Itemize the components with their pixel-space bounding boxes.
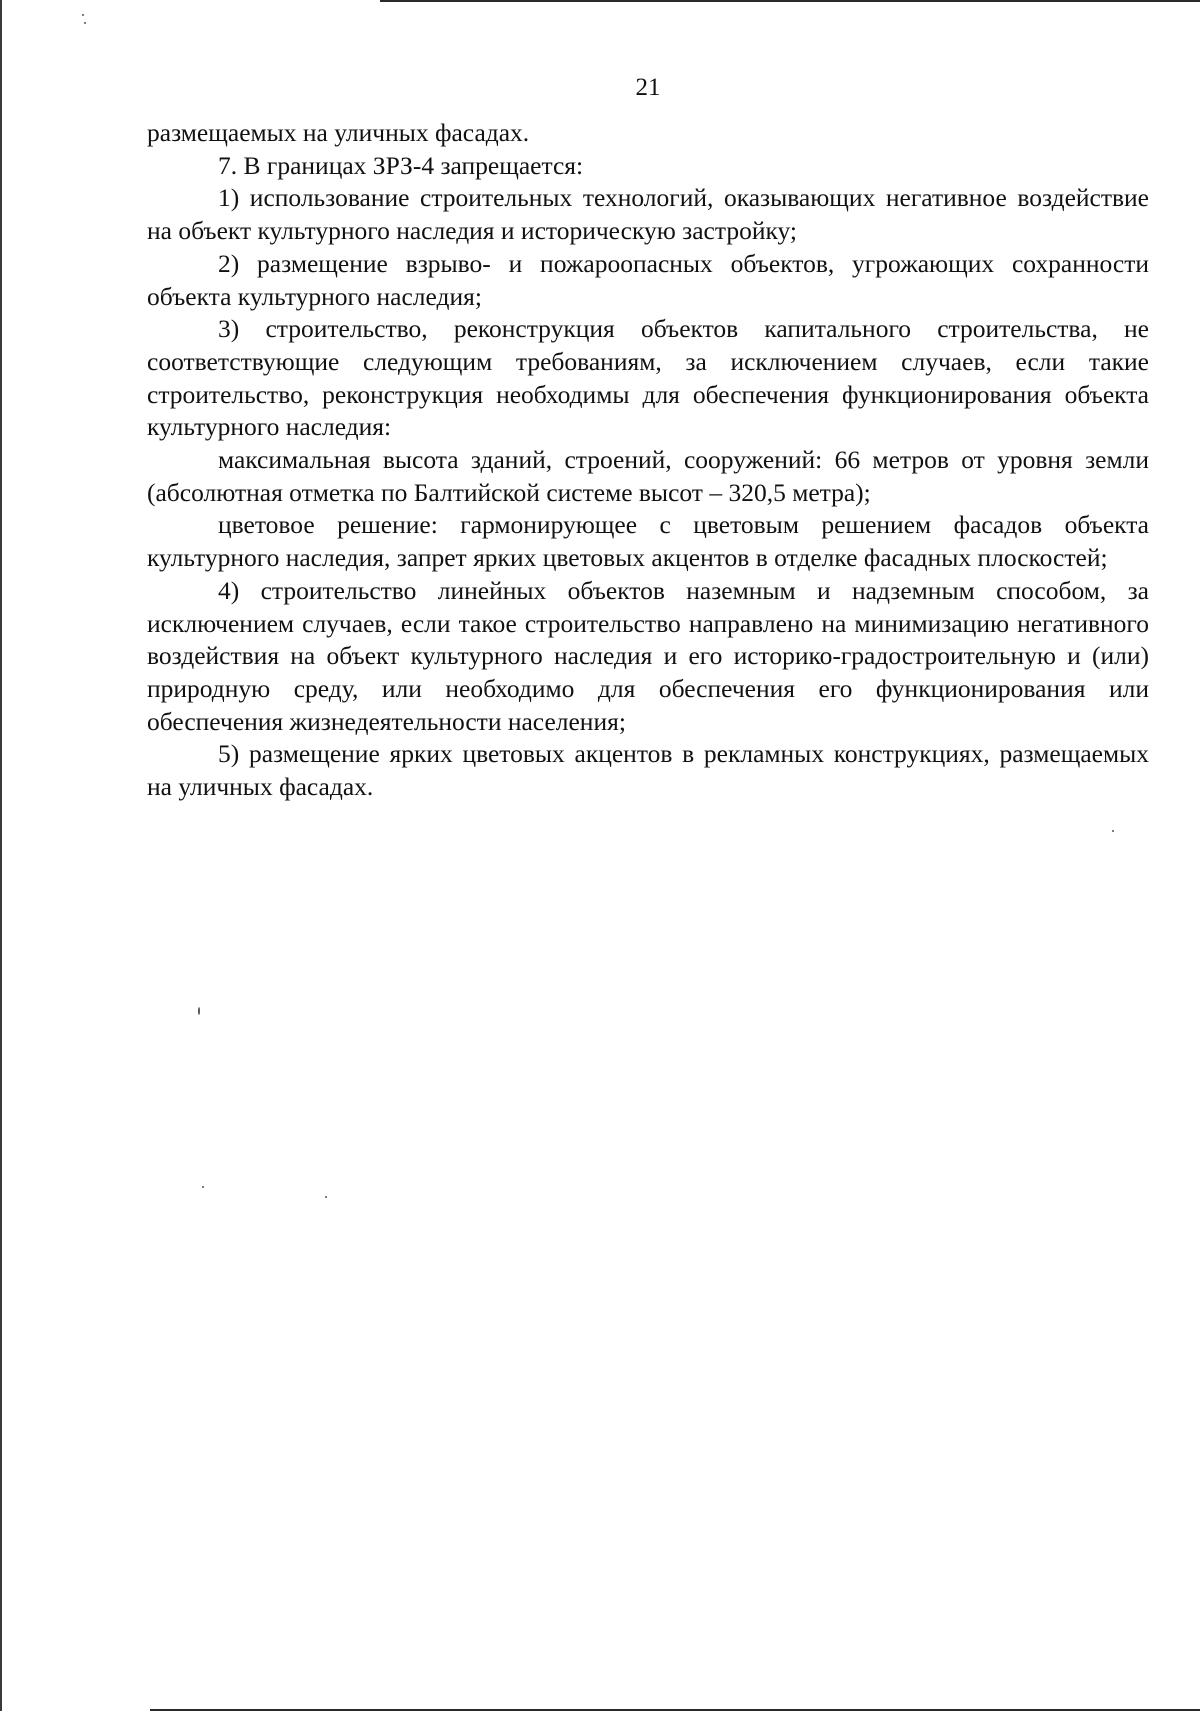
scan-speck [82, 14, 84, 16]
scan-speck [325, 1196, 327, 1198]
paragraph: цветовое решение: гармонирующее с цветовым решением фасадов объекта культурного наследия, запрет ярких цветовых акцентов в отделке фасадных плоскостей; [147, 510, 1149, 573]
paragraph: размещаемых на уличных фасадах. [147, 118, 530, 147]
scan-speck [84, 22, 86, 24]
document-body [147, 117, 1149, 804]
scan-speck [198, 1007, 200, 1015]
scan-edge-top [380, 0, 1200, 2]
page-number: 21 [635, 74, 661, 101]
paragraph: максимальная высота зданий, строений, сооружений: 66 метров от уровня земли (абсолютная отметка по Балтийской системе высот – 320,5 метра); [147, 445, 1149, 507]
paragraph: 4) строительство линейных объектов наземным и надземным способом, за исключением случаев, если такое строительство направлено на минимизацию негативного воздействия на объект культурного наследия и его историко-градостроительную и (или) природную среду, или необходимо для обеспечения его функционирования или обеспечения жизнедеятельности населения; [147, 575, 1149, 736]
scan-speck [202, 1186, 204, 1188]
paragraph: 3) строительство, реконструкция объектов капитального строительства, не соответствующие следующим требованиям, за исключением случаев, если такие строительство, реконструкция необходимы для обеспечения функционирования объекта культурного наследия: [147, 314, 1149, 442]
paragraph: 2) размещение взрыво- и пожароопасных объектов, угрожающих сохранности объекта культурного наследия; [147, 248, 1149, 311]
paragraph: 5) размещение ярких цветовых акцентов в рекламных конструкциях, размещаемых на уличных фасадах. [147, 739, 1149, 802]
scan-speck [1112, 830, 1114, 832]
paragraph: 1) использование строительных технологий, оказывающих негативное воздействие на объект культурного наследия и историческую застройку; [147, 183, 1149, 246]
scan-edge-left [0, 0, 2, 1711]
paragraph: 7. В границах ЗРЗ-4 запрещается: [218, 150, 584, 180]
